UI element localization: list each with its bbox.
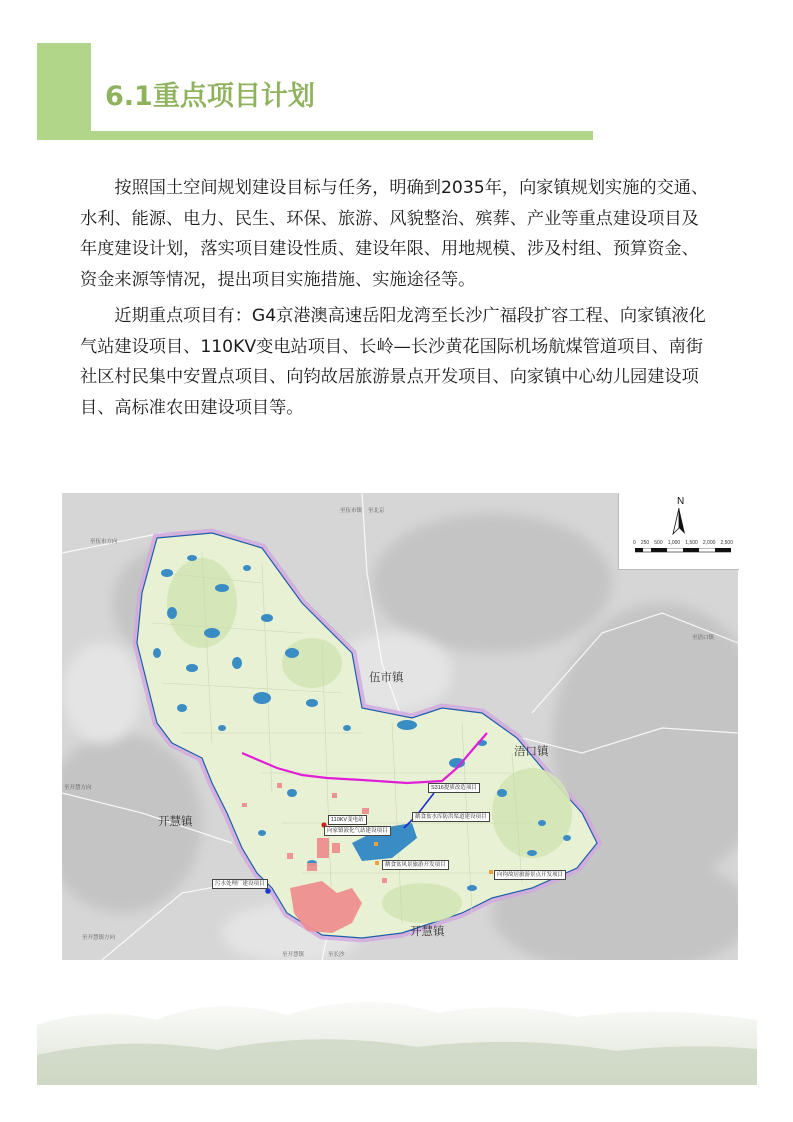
direction-label: 至开慧镇方向 bbox=[82, 935, 116, 941]
scale-tick: 0 bbox=[633, 540, 636, 546]
scale-tick: 500 bbox=[654, 540, 663, 546]
project-label-substation: 110KV变电站 bbox=[328, 815, 367, 825]
scale-tick: 250 bbox=[640, 540, 650, 546]
direction-label: 至长沙 bbox=[328, 952, 345, 958]
scale-tick: 2,500 bbox=[720, 540, 733, 546]
direction-label: 至伍市方向 bbox=[90, 539, 118, 545]
section-title: 6.1重点项目计划 bbox=[105, 81, 315, 112]
project-label-reservoir: 鹅食盆水库防洪渠道建设项目 bbox=[412, 812, 490, 822]
scale-labels bbox=[633, 540, 733, 546]
body-text bbox=[80, 173, 712, 429]
project-label-scenic: 鹅食盆风景旅游开发项目 bbox=[382, 860, 449, 870]
town-label-luokou: 浯口镇 bbox=[514, 744, 549, 758]
project-label-former-residence: 向钧故居旅游景点开发项目 bbox=[494, 870, 566, 880]
scale-tick: 1,000 bbox=[667, 540, 681, 546]
north-scale-panel bbox=[618, 493, 739, 570]
paragraph-goals: 按照国土空间规划建设目标与任务，明确到2035年，向家镇规划实施的交通、水利、能源、电力、民生、环保、旅游、风貌整治、殡葬、产业等重点建设项目及年度建设计划，落实项目建设性质、建设年限、用地规模、涉及村组、预算资金、资金来源等情况，提出项目实施措施、实施途径等。 bbox=[80, 178, 709, 290]
town-label-wushi: 伍市镇 bbox=[369, 670, 404, 684]
scale-tick: 1,500 bbox=[685, 540, 698, 546]
project-label-sewage: 污水处理厂建设项目 bbox=[212, 879, 268, 889]
town-label-kaihui-west: 开慧镇 bbox=[158, 814, 193, 828]
direction-label: 至开慧镇 bbox=[282, 952, 305, 958]
direction-label: 至浯口镇 bbox=[692, 635, 715, 641]
direction-label: 至开慧方向 bbox=[64, 785, 92, 791]
project-label-gas-station: 向家镇液化气站建设项目 bbox=[324, 826, 391, 836]
north-arrow-icon bbox=[671, 508, 687, 536]
north-letter: N bbox=[677, 496, 685, 507]
scale-bar bbox=[635, 548, 731, 553]
project-label-s316: S316提质改造项目 bbox=[428, 783, 480, 793]
direction-label: 至北京 bbox=[368, 508, 385, 514]
paragraph-projects: 近期重点项目有：G4京港澳高速岳阳龙湾至长沙广福段扩容工程、向家镇液化气站建设项目、110KV变电站项目、长岭—长沙黄花国际机场航煤管道项目、南街社区村民集中安置点项目、向钧故居旅游景点开发项目、向家镇中心幼儿园建设项目、高标准农田建设项目等。 bbox=[80, 306, 706, 418]
scale-tick: 2,000 bbox=[702, 540, 716, 546]
direction-label: 至伍市镇 bbox=[340, 508, 363, 514]
town-label-kaihui-south: 开慧镇 bbox=[410, 924, 445, 938]
footer-landscape-decoration bbox=[37, 985, 757, 1085]
